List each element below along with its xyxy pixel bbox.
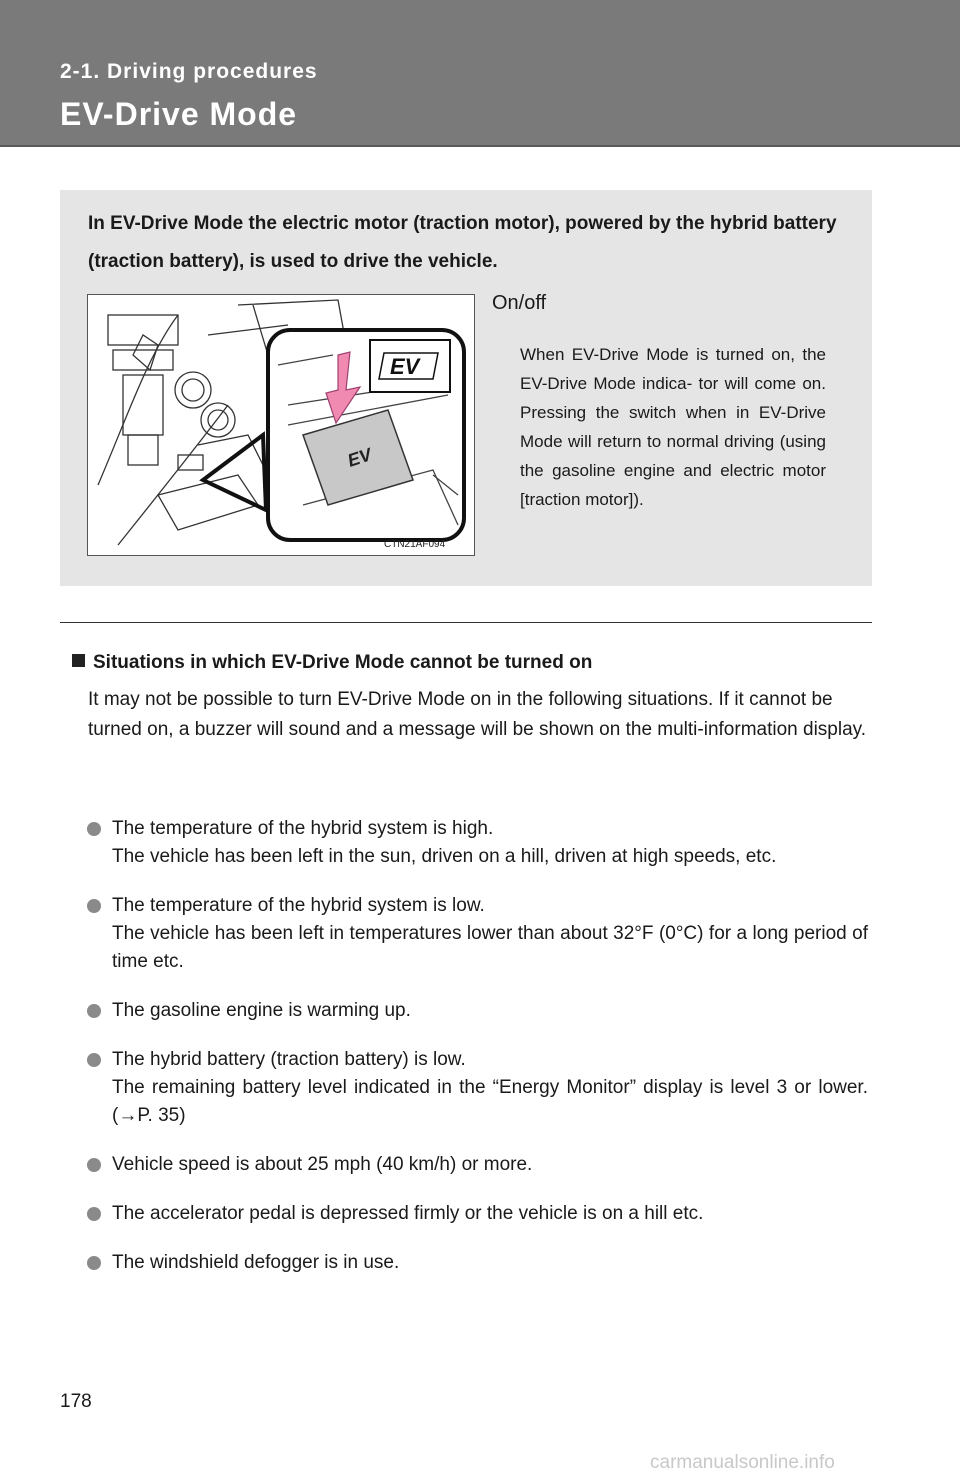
- square-bullet-icon: [72, 654, 85, 667]
- section-heading: [72, 652, 592, 674]
- list-item: [86, 892, 868, 976]
- section-label: 2-1. Driving procedures: [60, 60, 318, 83]
- bullet-dot-icon: [87, 1256, 101, 1270]
- bullet-main: The temperature of the hybrid system is high.: [112, 818, 494, 839]
- ev-indicator-label: EV: [390, 354, 420, 379]
- bullet-detail: The vehicle has been left in temperatures lower than about 32°F (0°C) for a long period of time etc.: [112, 923, 868, 972]
- ev-switch-illustration: [87, 294, 475, 556]
- intro-box: [60, 190, 872, 586]
- section-heading-text: Situations in which EV-Drive Mode cannot be turned on: [93, 652, 593, 673]
- watermark: carmanualsonline.info: [650, 1452, 835, 1473]
- bullet-dot-icon: [87, 822, 101, 836]
- page-number: 178: [60, 1391, 92, 1412]
- list-item: [86, 997, 868, 1025]
- bullet-dot-icon: [87, 1053, 101, 1067]
- bullet-main: Vehicle speed is about 25 mph (40 km/h) or more.: [112, 1154, 533, 1175]
- list-item: [86, 1249, 868, 1277]
- ev-button-label: EV: [345, 444, 375, 471]
- on-off-description: When EV-Drive Mode is turned on, the EV-Drive Mode indica- tor will come on. Pressing the switch when in EV-Drive Mode will return to normal driving (using the gasoline engine and electric motor [traction motor]).: [520, 345, 826, 509]
- section-divider: [60, 622, 872, 623]
- list-item: [86, 815, 868, 871]
- situation-list: [86, 815, 868, 1298]
- list-item: [86, 1200, 868, 1228]
- figure-code: CTN21AF094: [384, 539, 446, 550]
- list-item: [86, 1046, 868, 1130]
- bullet-detail: The remaining battery level indicated in the “Energy Monitor” display is level 3 or lower. (→P. 35): [112, 1077, 868, 1126]
- bullet-main: The temperature of the hybrid system is low.: [112, 895, 485, 916]
- bullet-main: The accelerator pedal is depressed firmly or the vehicle is on a hill etc.: [112, 1203, 704, 1224]
- bullet-dot-icon: [87, 1207, 101, 1221]
- bullet-dot-icon: [87, 1004, 101, 1018]
- bullet-main: The hybrid battery (traction battery) is low.: [112, 1049, 466, 1070]
- page-title: EV-Drive Mode: [60, 96, 298, 132]
- bullet-detail: The vehicle has been left in the sun, driven on a hill, driven at high speeds, etc.: [112, 846, 777, 867]
- section-paragraph: It may not be possible to turn EV-Drive Mode on in the following situations. If it cannot be turned on, a buzzer will sound and a message will be shown on the multi-information display.: [88, 689, 867, 740]
- on-off-label: On/off: [492, 292, 547, 314]
- bullet-main: The windshield defogger is in use.: [112, 1252, 400, 1273]
- bullet-dot-icon: [87, 1158, 101, 1172]
- bullet-dot-icon: [87, 899, 101, 913]
- page-header: [0, 0, 960, 147]
- bullet-main: The gasoline engine is warming up.: [112, 1000, 411, 1021]
- list-item: [86, 1151, 868, 1179]
- intro-text: In EV-Drive Mode the electric motor (traction motor), powered by the hybrid battery (traction battery), is used to drive the vehicle.: [88, 213, 837, 272]
- console-drawing: [88, 295, 474, 555]
